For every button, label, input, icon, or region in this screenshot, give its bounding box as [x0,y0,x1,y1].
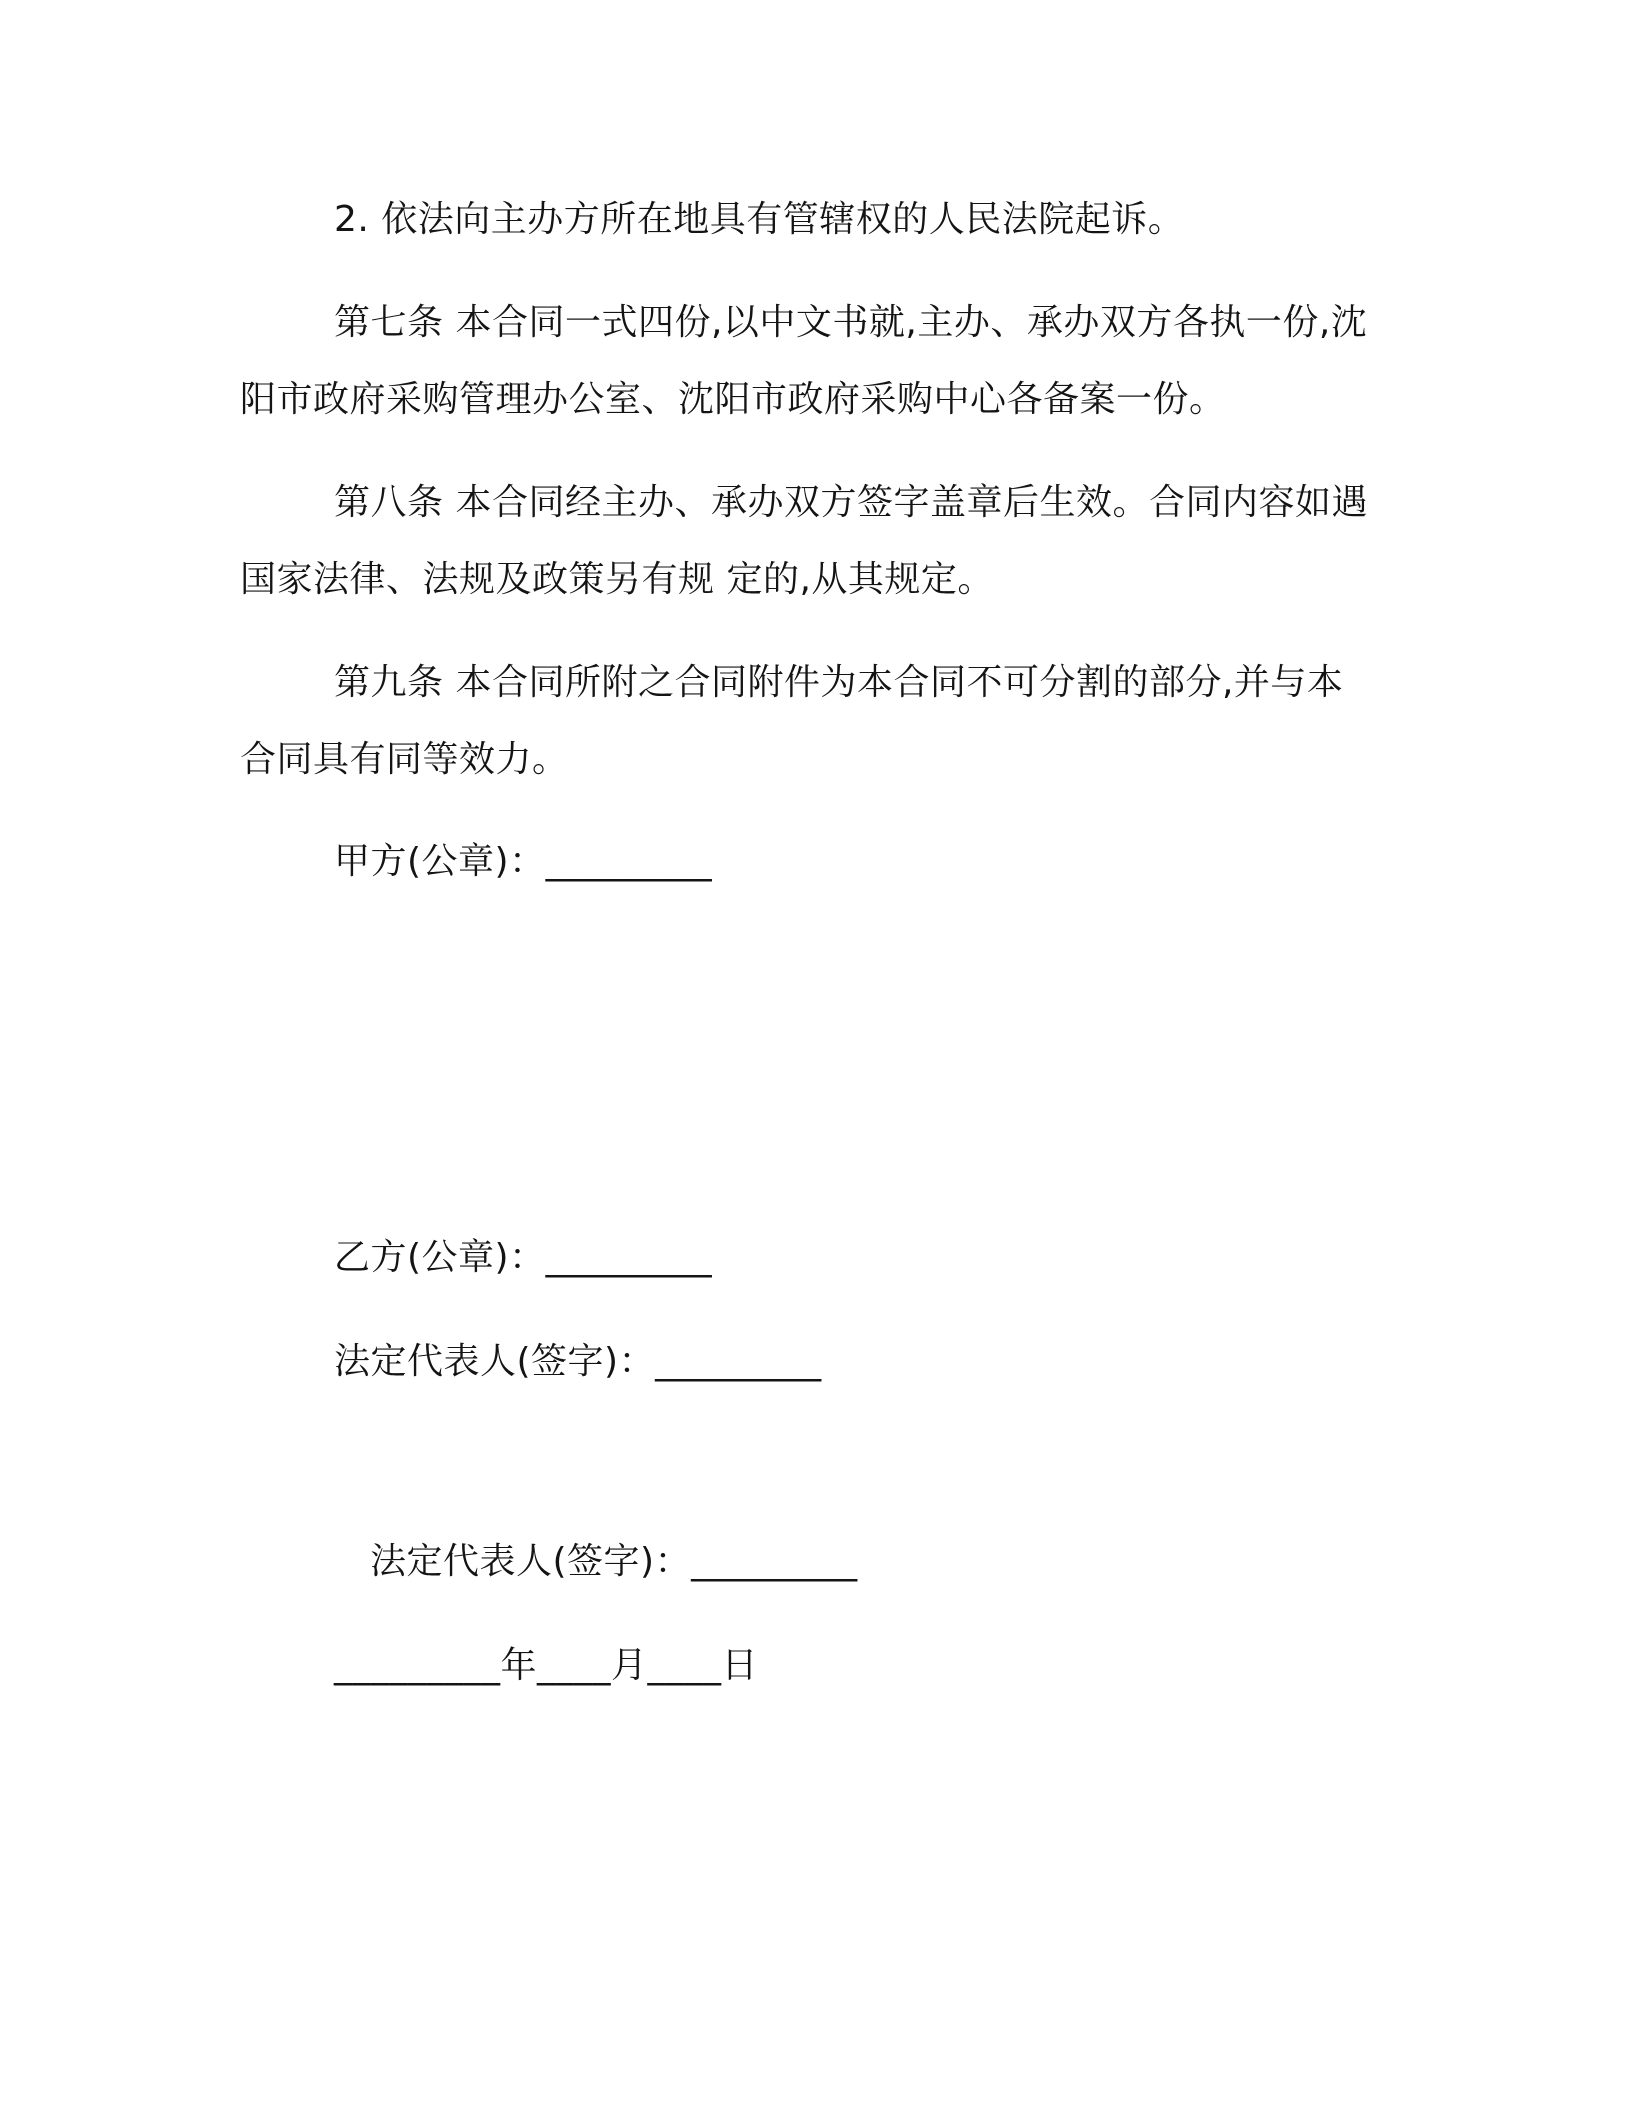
date-line: _________年____月____日 [334,1645,758,1686]
legal-rep-signature-line-2: 法定代表人(签字)：_________ [370,1541,858,1582]
article-7-line-2: 阳市政府采购管理办公室、沈阳市政府采购中心各备案一份。 [240,379,1226,420]
article-7-line-1: 第七条 本合同一式四份,以中文书就,主办、承办双方各执一份,沈 [334,302,1368,343]
article-9-line-1: 第九条 本合同所附之合同附件为本合同不可分割的部分,并与本 [334,662,1344,703]
article-9-line-2: 合同具有同等效力。 [240,739,569,780]
clause-item-2: 2. 依法向主办方所在地具有管辖权的人民法院起诉。 [334,199,1185,240]
legal-rep-signature-line-1: 法定代表人(签字)：_________ [334,1341,822,1382]
article-8-line-1: 第八条 本合同经主办、承办双方签字盖章后生效。合同内容如遇 [334,482,1368,523]
party-a-seal-line: 甲方(公章)：_________ [334,841,713,882]
party-b-seal-line: 乙方(公章)：_________ [334,1237,713,1278]
article-8-line-2: 国家法律、法规及政策另有规 定的,从其规定。 [240,559,994,600]
